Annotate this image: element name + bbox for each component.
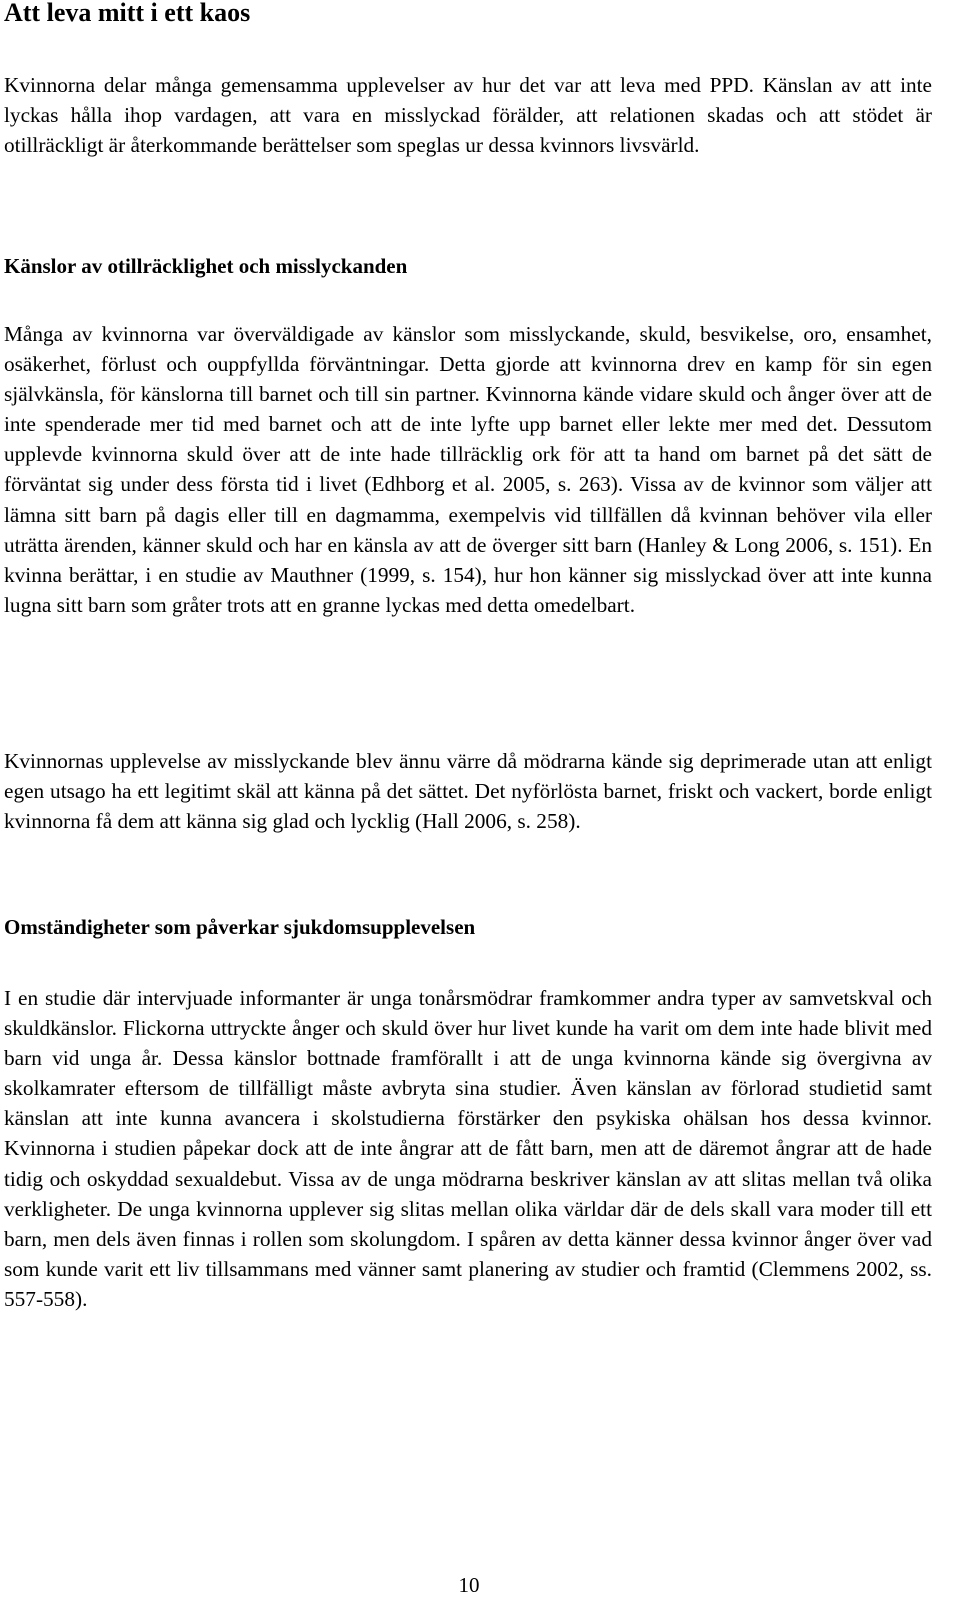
page-number: 10 (458, 1573, 480, 1597)
feelings-paragraph-2: Kvinnornas upplevelse av misslyckande blev ännu värre då mödrarna kände sig deprimerade utan att enligt egen utsago ha ett legitimt skäl att känna på det sättet. Det nyförlösta barnet, friskt och vackert, borde enligt kvinnorna få dem att känna sig glad och lycklig (Hall 2006, s. 258). (4, 749, 932, 834)
page-title: Att leva mitt i ett kaos (4, 0, 251, 27)
section-heading-circumstances: Omständigheter som påverkar sjukdomsupplevelsen (4, 915, 476, 939)
section-heading-feelings: Känslor av otillräcklighet och misslyckanden (4, 254, 408, 278)
feelings-paragraph-1: Många av kvinnorna var överväldigade av känslor som misslyckande, skuld, besvikelse, oro, ensamhet, osäkerhet, förlust och ouppfyllda förväntningar. Detta gjorde att kvinnorna drev en kamp för sin egen självkänsla, för känslorna till barnet och till sin partner. Kvinnorna kände vidare skuld och ånger över att de inte spenderade mer tid med barnet och att de inte lyfte upp barnet eller lekte mer med det. Dessutom upplevde kvinnorna skuld över att de inte hade tillräcklig ork för att ta hand om barnet på det sätt de förväntat sig under dess första tid i livet (Edhborg et al. 2005, s. 263). Vissa av de kvinnor som väljer att lämna sitt barn på dagis eller till en dagmamma, exempelvis vid tillfällen då kvinnan behöver vila eller uträtta ärenden, känner skuld och har en känsla av att de överger sitt barn (Hanley & Long 2006, s. 151). En kvinna berättar, i en studie av Mauthner (1999, s. 154), hur hon känner sig misslyckad över att inte kunna lugna sitt barn som gråter trots att en granne lyckas med detta omedelbart. (4, 322, 932, 617)
circumstances-paragraph-1: I en studie där intervjuade informanter är unga tonårsmödrar framkommer andra typer av samvetskval och skuldkänslor. Flickorna uttryckte ånger och skuld över hur livet kunde ha varit om dem inte hade blivit med barn vid unga år. Dessa känslor bottnade framförallt i att de unga kvinnorna kände sig övergivna av skolkamrater eftersom de tillfälligt måste avbryta sina studier. Även känslan av förlorad studietid samt känslan att inte kunna avancera i skolstudierna förstärker den psykiska ohälsan hos dessa kvinnor. Kvinnorna i studien påpekar dock att de inte ångrar att de fått barn, men att de däremot ångrar att de hade tidig och oskyddad sexualdebut. Vissa av de unga mödrarna beskriver känslan av att slitas mellan två olika verkligheter. De unga kvinnorna upplever sig slitas mellan olika världar där de dels skall vara moder till ett barn, men dels även finnas i rollen som skolungdom. I spåren av detta känner dessa kvinnor ånger över vad som kunde varit ett liv tillsammans med vänner samt planering av studier och framtid (Clemmens 2002, ss. 557-558). (4, 986, 932, 1311)
intro-paragraph: Kvinnorna delar många gemensamma upplevelser av hur det var att leva med PPD. Känslan av att inte lyckas hålla ihop vardagen, att vara en misslyckad förälder, att relationen skadas och att stödet är otillräckligt är återkommande berättelser som speglas ur dessa kvinnors livsvärld. (4, 73, 932, 158)
